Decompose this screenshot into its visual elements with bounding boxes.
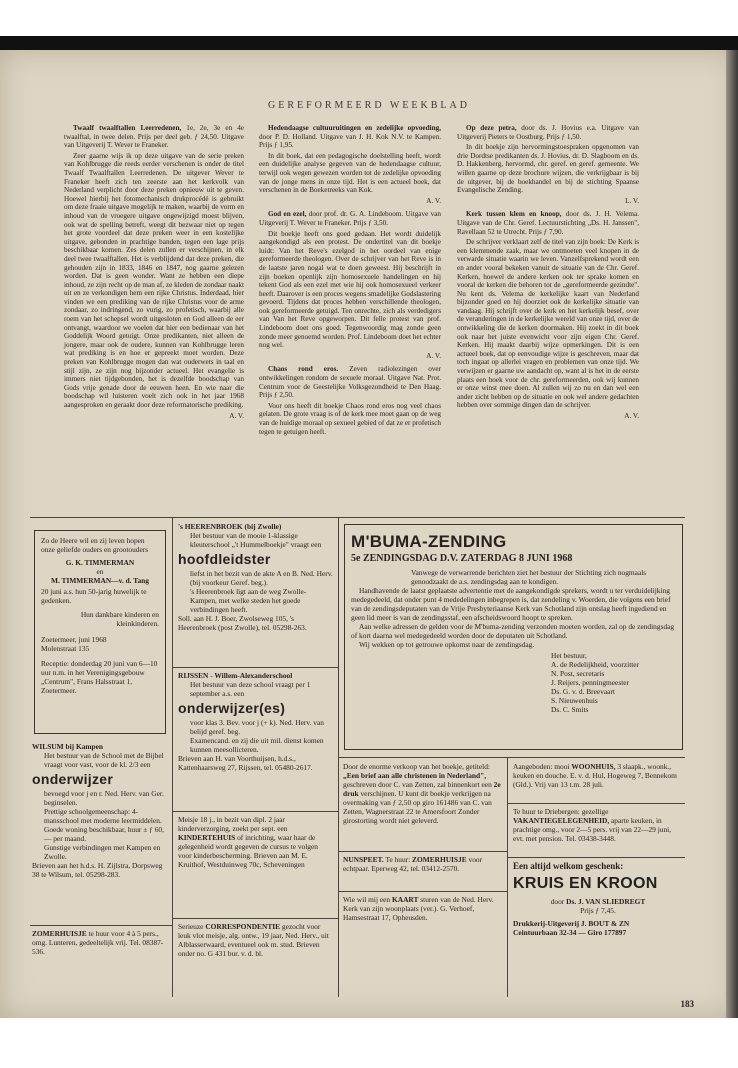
ad-divider <box>30 925 172 926</box>
ad-text: door <box>550 897 565 906</box>
ad-text: Te huur te Driebergen: gezellige <box>513 807 609 816</box>
ad-text: en <box>96 567 104 576</box>
ad-bold: ZOMERHUISJE <box>412 855 467 864</box>
ad-bold: VAKANTIEGELEGENHEID, <box>513 816 610 825</box>
ad-text: geschreven door C. van Zetten, zal binnenkort een <box>343 780 492 789</box>
ad-text: Wij wekken op tot getrouwe opkomst naar de zendingsdag. <box>359 640 535 649</box>
ad-text: bevoegd voor j en r. Ned. Herv. van Ger. beginselen. <box>44 789 164 807</box>
review-title-op-deze-petra: Op deze petra, door ds. J. Hovius e.a. Uitgave van Uitgeverij Pieters te Oostburg. Prijs ƒ 1,50. <box>457 124 640 141</box>
ad-divider <box>338 757 685 758</box>
ad-text: Het bestuur van de School met de Bijbel vraagt voor vast, voor de kl. 2/3 een <box>44 751 164 769</box>
ad-brief-christenen <box>343 762 503 825</box>
column-rule <box>507 757 508 997</box>
ad-rijssen-onderwijzer <box>178 671 333 772</box>
ad-big-title: M'BUMA-ZENDING <box>351 532 507 551</box>
ad-timmerman-anniversary <box>34 530 166 734</box>
ad-text: 20 juni a.s. hun 50-jarig huwelijk te gedenken. <box>41 587 147 605</box>
review-body: In dit boek, dat een pedagogische doelstelling heeft, wordt een duidelijke analyse gegeven van de hedendaagse cultuur, terwijl ook wegen gewezen worden tot de zedelijke opvoeding van de jonge mens in onze tijd. Het is een actueel boek, dat verschenen in de Boeketreeks van Kok. <box>259 151 441 195</box>
ad-text: Aangeboden: mooi <box>513 762 570 771</box>
ad-text: Handhavende de laatst geplaatste advertentie met de aangekondigde sprekers, wordt u ter verduidelijking medegedeeld, dat onder punt 4 mededelingen inbegrepen is, dat zendeling v. Woerden, die volgens een brief van de zendingsdeputaten van de Vrije Presbyteriaanse Kerk van Schotland zijn ontslag heeft ingediend en geen lid meer is van de zendingsstaf, een afscheidswoord hoopt te spreken. <box>351 586 671 622</box>
review-title-twaalftallen: Twaalf twaalftallen Leerredenen, 1e, 2e, 3e en 4e twaalftal, in twee delen. Prijs per deel geb. ƒ 24,50. Uitgave van Uitgeverij T. Wever te Franeker. <box>64 124 244 150</box>
ad-text: Serieuze <box>178 922 204 931</box>
ad-text: voor klas 3. Bev. voor j (+ k). Ned. Herv. van belijd geref. beg. <box>190 718 324 736</box>
ad-divider <box>172 811 338 812</box>
ad-name: G. K. TIMMERMAN <box>65 558 135 567</box>
ad-bold: NUNSPEET. <box>343 855 384 864</box>
ad-big-title: onderwijzer(es) <box>178 700 286 716</box>
ad-contact: Brieven aan het h.d.s. H. Zijlstra, Dorpsweg 38 te Wilsum, tel. 05298-283. <box>32 861 163 879</box>
ad-heading: WILSUM bij Kampen <box>32 742 104 751</box>
ad-big-title: onderwijzer <box>32 771 114 787</box>
ad-mbuma-zending <box>344 524 683 750</box>
ad-divider <box>338 891 507 892</box>
column-rule <box>172 517 173 997</box>
ad-text: Zo de Heere wil en zij leven hopen onze geliefde ouders en grootouders <box>41 536 149 554</box>
ad-divider <box>172 667 338 668</box>
ad-meisje-kindertehuis <box>178 815 333 869</box>
review-signature: A. V. <box>624 412 639 420</box>
review-body: De schrijver verklaart zelf de titel van zijn boek: De Kerk is een klemmende zaak, maar we ontmoeten veel knopen in de verwarde situatie waarin we leven. Vanzelfsprekend wordt een en ander vooral bekeken vanuit de situatie van de Chr. Geref. Kerken, hoewel de andere kerken ook ter sprake komen en vooral de kerken die behoren tot de „gereformeerde gezindte". Nu kent ds. Velema de kerkelijke kaart van Nederland bijzonder goed en hij doorziet ook de kerkelijke situatie van vandaag. Hij schrijft over de kerk en het kerkelijk besef, over de veranderingen in de kerkelijke wereld van onze tijd, over de ontwikkeling die de kerken doormaken. Hij zoekt in dit boek ook naar het juiste evenwicht voor zijn eigen Chr. Geref. Kerken. Hij maakt daarbij wijze opmerkingen. Dit is een actueel boek, dat op eenvoudige wijze is geschreven, maar dat toch ingaat op allerlei vragen en problemen van onze tijd. We verwijzen er gaarne uw aandacht op, want al is het in de eerste plaats een boek voor de chr. gereformeerden, ook wij kunnen er onze winst mee doen. Al zullen wij zo nu en dan wel een ander zicht hebben op de situatie en ook wel andere gedachten hebben over sommige dingen dan de schrijver. <box>457 238 639 410</box>
ad-board-title: Het bestuur, <box>551 651 587 660</box>
ad-divider <box>172 918 338 919</box>
ad-contact: Brieven aan H. van Voorthuijsen, h.d.s., Kattenhaarsweg 27, Rijssen, tel. 05480-2617. <box>178 754 313 772</box>
ad-zomerhuisje <box>32 929 168 956</box>
ad-divider <box>338 851 507 852</box>
ad-text: Het bestuur van deze school vraagt per 1 september a.s. een <box>190 680 311 698</box>
ad-text: Gunstige verbindingen met Kampen en Zwolle. <box>44 843 161 861</box>
scan-black-band <box>0 36 738 50</box>
ad-kruis-en-kroon <box>513 861 683 937</box>
ad-bold: ZOMERHUISJE <box>32 929 87 938</box>
ad-text: Receptie: donderdag 20 juni van 6—10 uur n.m. in het Verenigingsgebouw „Centrum", Frans Halsstraat 1, Zoetermeer. <box>41 659 158 695</box>
review-column-2 <box>259 124 441 438</box>
ad-bold: KAART <box>391 895 419 904</box>
ad-text: Zoetermeer, juni 1968 <box>41 635 107 644</box>
ad-nunspeet-zomerhuisje <box>343 855 503 873</box>
ad-board-member: S. Nieuwenhuis <box>551 696 598 705</box>
ad-name: M. TIMMERMAN—v. d. Tang <box>50 576 149 585</box>
ad-author: Ds. J. VAN SLIEDREGT <box>566 897 646 906</box>
ad-address: Ceintuurbaan 32-34 — Giro 177897 <box>513 928 627 937</box>
ad-correspondentie <box>178 922 333 958</box>
ad-text: sturen van de Ned. Herv. Kerk van zijn woonplaats (ver.). G. Verhoef, Hamsestraat 17, Opheusden. <box>343 895 494 922</box>
ad-board-member: N. Post, secretaris <box>551 669 605 678</box>
ad-price: Prijs ƒ 7,45. <box>580 906 616 915</box>
ad-text: Goede woning beschikbaar, huur ± ƒ 60,— per maand. <box>44 825 164 843</box>
page-number: 183 <box>680 999 694 1009</box>
ad-board-member: A. de Redelijkheid, voorzitter <box>551 660 640 669</box>
ad-text: Te huur: <box>385 855 411 864</box>
ad-text: Examencand. en zij die uit mil. dienst komen kunnen meesollicteren. <box>190 736 324 754</box>
ad-subtitle: 5e ZENDINGSDAG D.V. ZATERDAG 8 JUNI 1968 <box>351 553 573 564</box>
ad-bold: 2e druk <box>343 780 501 798</box>
ad-board-member: J. Reijers, penningmeester <box>551 678 629 687</box>
ad-bold: „Een brief aan alle christenen in Nederland", <box>343 771 487 780</box>
review-body: Zeer gaarne wijs ik op deze uitgave van de serie preken van Kohlbrugge die reeds eerder verschenen is onder de titel Twaalf Twaalftallen Leerredenen. De uitgever Wever te Franeker heeft zich ten zeerste aan het kerkvolk van Nederland verplicht door deze preken opnieuw uit te geven. Hoewel hierbij het fotomechanisch drukprocédé is gebruikt om deze fraaie uitgave mogelijk te maken, waarbij de vorm en inhoud van de vroegere uitgave ongewijzigd moest blijven, ook wat de spelling betreft, weegt dit bezwaar niet op tegen het grote voordeel dat deze preken weer in een kostelijke uitgave, gebonden in prachtige banden, tegen een lage prijs beschikbaar komen. Zes delen zullen er verschijnen, in elk deel twee twaalftallen. Het is verblijdend dat deze preken, die gehouden zijn in 1833, 1846 en 1847, nog gaarne gelezen worden. Dat is geen wonder. Want ze hebben een diepe inhoud, ze zijn recht op de man af, ze kleden de zondaar naakt uit en ze verkondigen hem een rijke Christus. Inderdaad, hier vinden we een prediking van de rijke Christus voor de arme zondaar, zo indringend, zo vurig, zo profetisch, waarbij alle roem van het schepsel wordt uitgesloten en God alleen de eer ontvangt, waardoor we voelen dat hier een bedienaar van het Goddelijk Woord getuigt. Onze predikanten, niet alleen de jongere, maar ook de oudere, kunnen van Kohlbrugge leren wat prediking is en hoe er gepreekt moet worden. Deze preken van Kohlbrugge mogen dan wat ouderwets in taal en stijl zijn, ze zijn nog bijzonder actueel. Het evangelie is immers niet tijdgebonden, het is dezelfde boodschap van Gods vrije genade door de eeuwen heen. En wie naar die boodschap wil luisteren voelt zich ook in het jaar 1968 aangesproken en geraakt door deze reformatorische prediking. <box>64 151 244 409</box>
review-title-cultuuruitingen: Hedendaagse cultuuruitingen en zedelijke opvoeding, door P. D. Holland. Uitgave van J. H. Kok N.V. te Kampen. Prijs ƒ 1,95. <box>259 124 441 150</box>
ad-text: 3 slaapk., woonk., keuken en douche. E. v. d. Hul, Hogeweg 7, Bennekom (Gld.). Vrij van 13 t.m. 28 juli. <box>513 762 677 789</box>
review-body: Dit boekje heeft ons goed gedaan. Het wordt duidelijk aangekondigd als een protest. De ondertitel van dit boekje luidt: Van het Reve's ezelgod in het oordeel van enige gereformeerde theologen. Over de schrijver van het Reve is in de laatste jaren nogal wat te doen geweest. Hij beschrijft in zijn boeken openlijk zijn homosexuele handelingen en hij tekent God als een ezel met wie hij ook homosexueel verkeer heeft. Daarover is een proces wegens smadelijke Godslastering gevoerd. Tijdens dat proces hebben verschillende theologen, ook gereformeerde getuigd. Ten onrechte, zich als verdedigers van Van het Reve opgeworpen. Dit felle protest van prof. Lindeboom doet ons goed. Tegenwoordig mag zonde geen zonde meer genoemd worden. Prof. Lindeboom doet het echter nog wel. <box>259 229 441 350</box>
ad-contact: Soll. aan H. J. Boer, Zwolseweg 105, 's Heerenbroek (post Zwolle), tel. 05298-263. <box>178 614 307 632</box>
ad-text: aparte keuken, in prachtige omg., voor 2—5 pers. vrij van 22—29 juni, evt. met pension. Tel. 03438-3448. <box>513 816 672 843</box>
ad-big-title: KRUIS EN KROON <box>513 875 658 892</box>
ad-text: Aan welke adressen de gelden voor de M'buma-zending verzonden moeten worden, zal op de zendingsdag of kort daarna wel medegedeeld worden door de deputaten uit Schotland. <box>351 622 675 640</box>
ad-text: Prettige schoolgemeenschap: 4-mansschool met moderne leermiddelen. <box>44 807 162 825</box>
review-column-1 <box>64 124 244 420</box>
ad-text: Een altijd welkom geschenk: <box>513 861 624 871</box>
ad-text: Molenstraat 135 <box>41 644 90 653</box>
review-signature: A. V. <box>229 411 244 420</box>
section-divider <box>30 517 685 518</box>
ad-bold: WOONHUIS, <box>571 762 616 771</box>
review-signature: L. V. <box>625 196 639 205</box>
ad-woonhuis <box>513 762 683 789</box>
ad-kaart <box>343 895 503 922</box>
ad-heading: RIJSSEN - Willem-Alexanderschool <box>178 671 293 680</box>
ad-board-member: Ds. C. Smits <box>551 705 589 714</box>
ad-text: Hun dankbare kinderen en kleinkinderen. <box>80 610 159 628</box>
review-column-3 <box>457 124 639 421</box>
ad-heerenbroek-hoofdleidster <box>178 522 333 632</box>
ad-big-title: hoofdleidster <box>178 551 271 567</box>
ad-text: Het bestuur van de mooie 1-klassige kleuterschool „'t Hummelboekje" vraagt een <box>190 531 322 549</box>
review-title-kerk-tussen-klem: Kerk tussen klem en knoop, door ds. J. H. Velema. Uitgave van de Chr. Geref. Lectuurstichting „Ds. H. Janssen", Ravellaan 52 te Utrecht. Prijs ƒ 7,90. <box>457 210 639 236</box>
page-edge-shadow <box>726 50 738 1018</box>
review-title-chaos-rond-eros: Chaos rond eros. Zeven radiolezingen over ontwikkelingen rondom de sexuele moraal. Uitgave Nat. Prot. Centrum voor de Geestelijke Volksgezondheid te Den Haag. Prijs ƒ 2,50. <box>259 365 442 400</box>
ad-text: verschijnen. U kunt dit boekje verkrijgen na overmaking van ƒ 2,50 op giro 161486 van C. van Zetten, Wagnerstraat 22 te Amersfoort Zonder girostorting wordt niet geleverd. <box>343 789 492 825</box>
ad-bold: KINDERTEHUIS <box>178 833 236 842</box>
ad-wilsum-onderwijzer <box>32 742 168 879</box>
ad-text: 's Heerenbroek ligt aan de weg Zwolle-Kampen, met welke steden het goede verbindingen heeft. <box>190 587 307 614</box>
review-title-god-en-ezel: God en ezel, door prof. dr. G. A. Lindeboom. Uitgave van Uitgeverij T. Wever te Franeker. Prijs ƒ 3,50. <box>259 210 441 227</box>
ad-text: voor echtpaar. Eperweg 42, tel. 03412-2570. <box>343 855 483 873</box>
ad-text: of inrichting, waar haar de gelegenheid wordt gegeven de cursus te volgen voor kinderbescherming. Brieven aan M. E. Kruithof, Westduinweg 70c, Scheveningen <box>178 833 318 869</box>
ad-bold: CORRESPONDENTIE <box>205 922 281 931</box>
ad-divider <box>507 803 685 804</box>
ad-text: liefst in het bezit van de akte A en B. Ned. Herv. (bij voorkeur Geref. beg.). <box>190 569 333 587</box>
ad-driebergen-vakantie <box>513 807 683 843</box>
ad-text: Meisje 18 j., in bezit van dipl. 2 jaar kinderverzorging, zoekt per sept. een <box>178 815 288 833</box>
ad-text: te huur voor 4 à 5 pers., omg. Lunteren, gedeeltelijk vrij. Tel. 08387-536. <box>32 929 164 956</box>
review-signature: A. V. <box>426 196 441 205</box>
ad-text: gezocht voor leuk vlot meisje, alg. ontw., 19 jaar, Ned. Herv., uit Alblasserwaard, eventueel ook m. stud. Brieven onder no. G 431 bur. v. d. bl. <box>178 922 329 958</box>
review-signature: A. V. <box>426 351 441 360</box>
review-body: Voor ons heeft dit boekje Chaos rond eros nog veel chaos gelaten. De grote vraag is of de kerk mee moet gaan op de weg van de huidige moraal op sexueel gebied of dat ze er profetisch tegen te getuigen heeft. <box>259 401 441 436</box>
review-body: In dit boekje zijn hervormingstoespraken opgenomen van drie Dordtse predikanten ds. J. Hovius, dr. D. Slagboom en ds. D. Hakkenberg, hervormd, chr. geref. en geref. gemeente. We willen gaarne op deze brochure wijzen, die verkrijgbaar is bij de uitgever, bij de boekhandel en bij de stichting Spaanse Evangelische Zending. <box>457 143 639 195</box>
ad-board-member: Ds. G. v. d. Breevaart <box>551 687 615 696</box>
ad-publisher: Drukkerij-Uitgeverij J. BOUT & ZN <box>513 919 630 928</box>
ad-divider <box>507 857 685 858</box>
page-header: GEREFORMEERD WEEKBLAD <box>268 100 470 111</box>
ad-heading: 's HEERENBROEK (bij Zwolle) <box>178 522 282 531</box>
ad-text: Door de enorme verkoop van het boekje, getiteld: <box>343 762 490 771</box>
ad-text: Vanwege de verwarrende berichten ziet het bestuur der Stichting zich nogmaals genoodzaakt de a.s. zendingsdag aan te kondigen. <box>411 568 647 586</box>
ad-text: Wie wil mij een <box>343 895 391 904</box>
